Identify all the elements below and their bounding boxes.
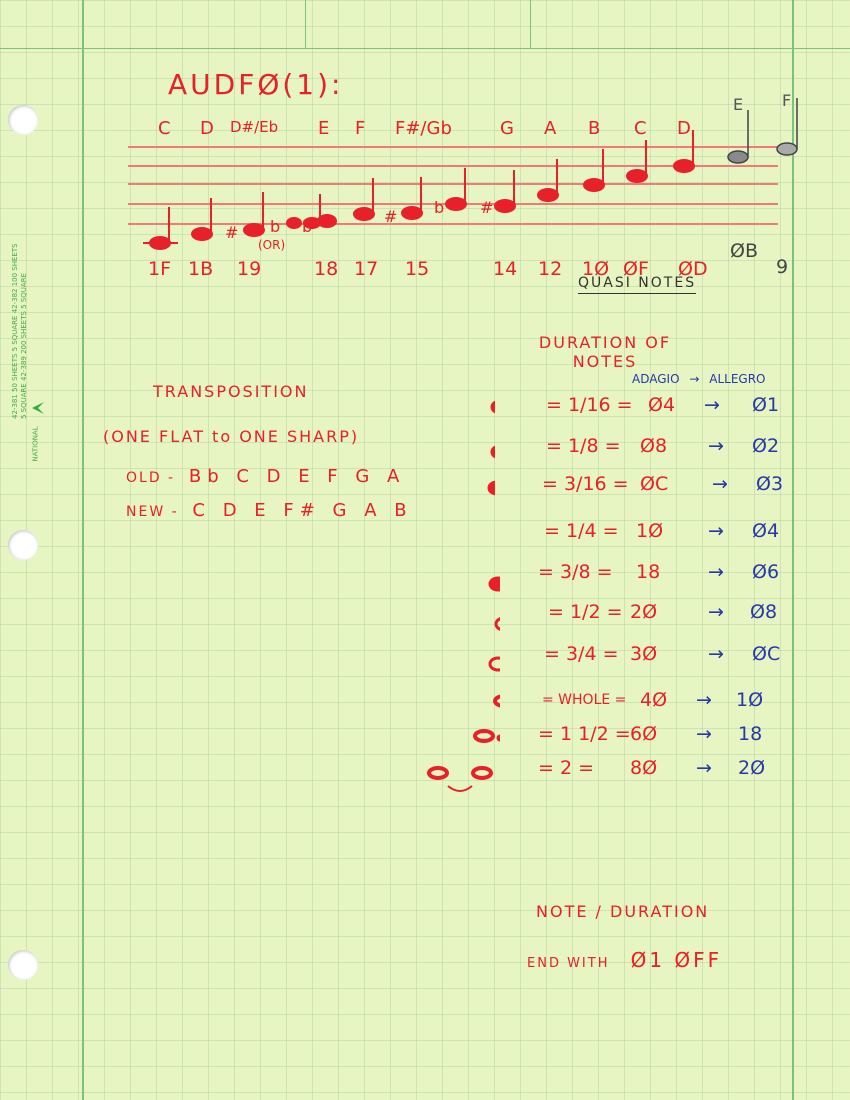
svg-text:#: # xyxy=(225,223,239,242)
hex-code: 14 xyxy=(493,258,518,280)
tempo-arrow: → xyxy=(689,372,700,386)
duration-fraction: = 1/16 = xyxy=(546,394,633,416)
duration-heading-line2: NOTES xyxy=(572,352,638,371)
transposition-subheading: (ONE FLAT to ONE SHARP) xyxy=(103,427,360,446)
hex-codes-row xyxy=(0,238,850,298)
note-name: D xyxy=(200,118,214,139)
hex-code: 19 xyxy=(237,258,262,280)
hex-code: 1Ø xyxy=(582,258,610,280)
note-head-pencil xyxy=(728,151,748,163)
duration-heading-line1: DURATION OF xyxy=(538,333,672,352)
duration-allegro: 18 xyxy=(738,723,763,745)
duration-heading xyxy=(530,333,680,371)
end-label: END WITH xyxy=(527,956,610,971)
duration-adagio: 3Ø xyxy=(630,643,658,665)
duration-allegro: Ø1 xyxy=(752,394,780,416)
quasi-notes-label: QUASI NOTES xyxy=(578,275,696,294)
note-name: F#/Gb xyxy=(395,118,452,139)
duration-row xyxy=(490,643,820,675)
new-notes: C D E F# G A B xyxy=(192,500,413,521)
note-head xyxy=(584,179,604,191)
hex-code: 1B xyxy=(188,258,214,280)
new-label: NEW - xyxy=(126,504,179,520)
duration-fraction: = 1/2 = xyxy=(548,601,623,623)
duration-adagio: Ø4 xyxy=(648,394,676,416)
duration-adagio: 18 xyxy=(636,561,661,583)
duration-arrow: → xyxy=(704,394,720,416)
pad-label-text: 42-381 50 SHEETS 5 SQUARE 42-382 100 SHEETS 5 SQUARE 42-389 200 SHEETS 5 SQUARE xyxy=(11,243,28,419)
duration-arrow: → xyxy=(708,643,724,665)
tempo-left: ADAGIO xyxy=(632,372,680,386)
note-head xyxy=(538,189,558,201)
old-notes: Bb C D E F G A xyxy=(188,466,406,487)
note-name: A xyxy=(544,118,557,139)
duration-fraction: = 3/16 = xyxy=(542,473,629,495)
transposition-heading: TRANSPOSITION xyxy=(153,382,309,401)
duration-allegro: Ø6 xyxy=(752,561,780,583)
duration-fraction: = 1/4 = xyxy=(544,520,619,542)
duration-adagio: 8Ø xyxy=(630,757,658,779)
tempo-header xyxy=(632,372,766,386)
old-label: OLD - xyxy=(126,470,176,486)
note-head xyxy=(150,237,170,249)
duration-fraction: = 2 = xyxy=(538,757,595,779)
duration-row xyxy=(490,757,820,789)
duration-fraction: = 3/8 = xyxy=(538,561,613,583)
note-head xyxy=(192,228,212,240)
duration-fraction: = WHOLE = xyxy=(542,692,627,708)
hex-code: ØB xyxy=(730,240,758,262)
hex-code: ØD xyxy=(678,258,708,280)
duration-fraction: = 3/4 = xyxy=(544,643,619,665)
brand-logo-icon xyxy=(28,398,48,418)
duration-row xyxy=(490,520,820,552)
note-name: C xyxy=(158,118,171,139)
brand-logo xyxy=(28,398,48,418)
note-head-pencil xyxy=(777,143,797,155)
svg-text:b: b xyxy=(434,198,445,217)
note-name: D#/Eb xyxy=(230,118,279,136)
svg-text:#: # xyxy=(480,198,494,217)
svg-text:#: # xyxy=(384,207,398,226)
note-name: B xyxy=(588,118,601,139)
duration-allegro: Ø8 xyxy=(750,601,778,623)
end-row xyxy=(527,948,722,972)
hex-code: 12 xyxy=(538,258,563,280)
duration-arrow: → xyxy=(708,520,724,542)
note-head xyxy=(627,170,647,182)
double-whole-note-icon xyxy=(429,768,447,778)
duration-adagio: ØC xyxy=(640,473,669,495)
duration-arrow: → xyxy=(708,601,724,623)
duration-fraction: = 1 1/2 = xyxy=(538,723,631,745)
note-head xyxy=(287,218,301,228)
note-name: F xyxy=(782,91,792,110)
duration-row xyxy=(490,394,820,426)
duration-fraction: = 1/8 = xyxy=(546,435,621,457)
duration-allegro: 2Ø xyxy=(738,757,766,779)
duration-row xyxy=(490,435,820,467)
duration-allegro: 1Ø xyxy=(736,689,764,711)
binder-hole xyxy=(8,950,38,980)
brand-name: NATIONAL xyxy=(31,426,40,462)
note-name: C xyxy=(634,118,647,139)
duration-note-symbols-2 xyxy=(420,500,500,940)
hex-code: 17 xyxy=(354,258,379,280)
hex-code: 1F xyxy=(148,258,172,280)
duration-arrow: → xyxy=(708,435,724,457)
duration-adagio: 4Ø xyxy=(640,689,668,711)
note-head xyxy=(495,200,515,212)
note-head xyxy=(244,224,264,236)
duration-row xyxy=(490,561,820,593)
duration-arrow: → xyxy=(708,561,724,583)
note-head xyxy=(354,208,374,220)
end-value: Ø1 ØFF xyxy=(630,948,723,972)
duration-row xyxy=(490,601,820,633)
duration-allegro: Ø2 xyxy=(752,435,780,457)
duration-adagio: Ø8 xyxy=(640,435,668,457)
note-name: D xyxy=(677,118,691,139)
transposition-old-row xyxy=(126,466,405,487)
hex-code: ØF xyxy=(623,258,649,280)
tempo-right: ALLEGRO xyxy=(709,372,766,386)
note-name: E xyxy=(733,95,744,114)
duration-arrow: → xyxy=(712,473,728,495)
duration-allegro: ØC xyxy=(752,643,781,665)
duration-adagio: 2Ø xyxy=(630,601,658,623)
duration-arrow: → xyxy=(696,689,712,711)
note-head xyxy=(446,198,466,210)
duration-arrow: → xyxy=(696,723,712,745)
hex-code: 18 xyxy=(314,258,339,280)
note-name: G xyxy=(500,118,514,139)
hex-code: 15 xyxy=(405,258,430,280)
transposition-new-row xyxy=(126,500,413,521)
duration-row xyxy=(490,723,820,755)
duration-arrow: → xyxy=(696,757,712,779)
duration-row xyxy=(490,473,820,505)
note-name: F xyxy=(355,118,366,139)
duration-row xyxy=(490,689,820,721)
duration-adagio: 6Ø xyxy=(630,723,658,745)
note-name: E xyxy=(318,118,330,139)
note-head xyxy=(318,215,336,227)
binder-hole xyxy=(8,530,38,560)
duration-allegro: Ø4 xyxy=(752,520,780,542)
note-head xyxy=(674,160,694,172)
page-title: AUDFØ(1): xyxy=(168,68,344,101)
hex-code: (OR) xyxy=(258,238,286,252)
hex-code: 9 xyxy=(776,256,789,278)
duration-adagio: 1Ø xyxy=(636,520,664,542)
svg-text:b: b xyxy=(270,217,281,236)
note-duration-label: NOTE / DURATION xyxy=(536,902,710,921)
note-head xyxy=(402,207,422,219)
svg-text:b: b xyxy=(302,217,313,236)
duration-allegro: Ø3 xyxy=(756,473,784,495)
staff-notes xyxy=(0,0,850,280)
